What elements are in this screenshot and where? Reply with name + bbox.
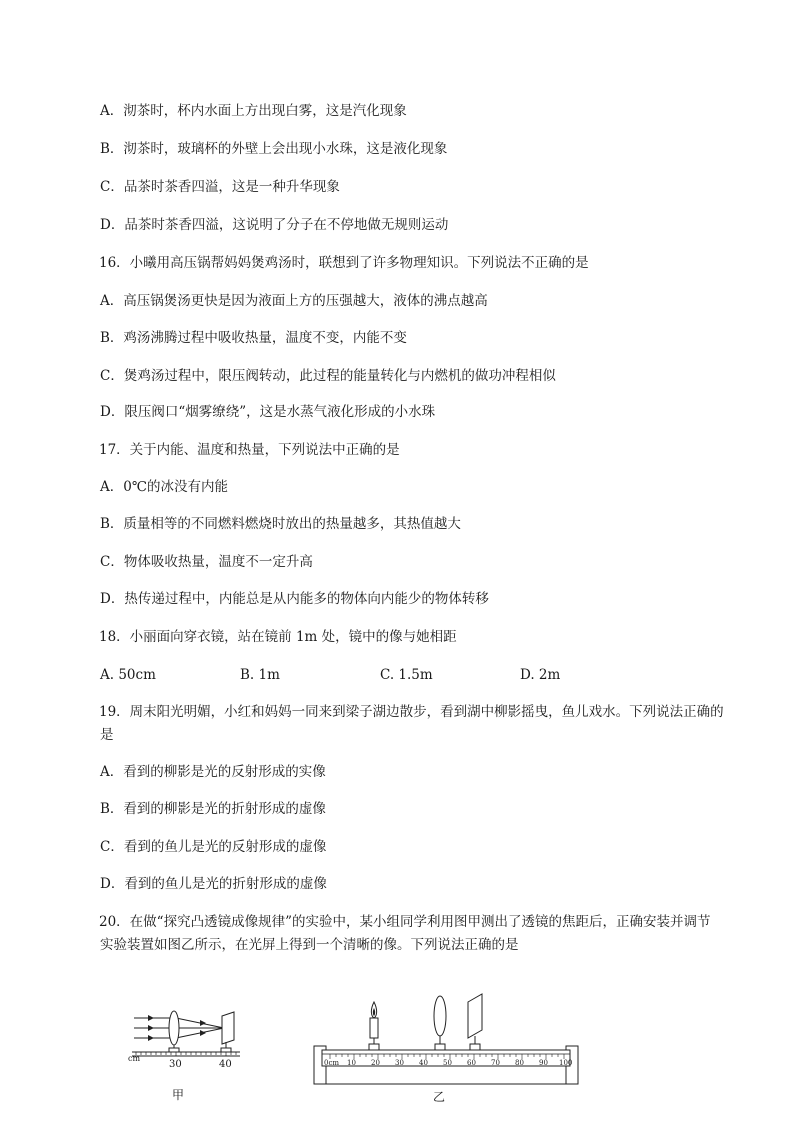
- figure-yi-tick-40: 40: [419, 1059, 428, 1067]
- q15-option-a: A．沏茶时，杯内水面上方出现白雾，这是汽化现象: [100, 103, 407, 119]
- q19-option-c: C．看到的鱼儿是光的反射形成的虚像: [100, 839, 327, 855]
- q19-option-d: D．看到的鱼儿是光的折射形成的虚像: [100, 876, 327, 892]
- q19-option-b: B．看到的柳影是光的折射形成的虚像: [100, 801, 326, 817]
- q18-option-b: B. 1m: [240, 667, 280, 683]
- figure-jia-unit: cm: [128, 1054, 141, 1063]
- figure-jia-tick-30: 30: [169, 1059, 182, 1070]
- q15-option-c: C．品茶时茶香四溢，这是一种升华现象: [100, 179, 340, 195]
- figure-jia-focal-length: [128, 1000, 244, 1062]
- q15-option-d: D．品茶时茶香四溢，这说明了分子在不停地做无规则运动: [100, 217, 449, 233]
- figure-jia-label: 甲: [172, 1088, 185, 1102]
- figure-yi-unit: 0cm: [324, 1059, 340, 1067]
- figure-yi-optical-bench: [312, 990, 580, 1086]
- q17-option-a: A．0℃的冰没有内能: [100, 479, 228, 495]
- q16-option-c: C．煲鸡汤过程中，限压阀转动，此过程的能量转化与内燃机的做功冲程相似: [100, 368, 556, 384]
- q20-stem-line1: 20．在做“探究凸透镜成像规律”的实验中，某小组同学利用图甲测出了透镜的焦距后，正确安装并调节: [99, 914, 711, 930]
- q18-option-a: A. 50cm: [100, 667, 156, 683]
- q17-option-b: B．质量相等的不同燃料燃烧时放出的热量越多，其热值越大: [100, 516, 461, 532]
- q20-stem-line2: 实验装置如图乙所示，在光屏上得到一个清晰的像。下列说法正确的是: [100, 937, 519, 953]
- q16-option-a: A．高压锅煲汤更快是因为液面上方的压强越大，液体的沸点越高: [100, 293, 488, 309]
- q19-option-a: A．看到的柳影是光的反射形成的实像: [100, 764, 326, 780]
- q17-option-d: D．热传递过程中，内能总是从内能多的物体向内能少的物体转移: [100, 591, 489, 607]
- figure-jia-tick-40: 40: [219, 1059, 232, 1070]
- q19-stem-line2: 是: [100, 727, 114, 743]
- figure-yi-tick-60: 60: [467, 1059, 476, 1067]
- figure-yi-tick-90: 90: [539, 1059, 548, 1067]
- q18-stem: 18．小丽面向穿衣镜，站在镜前 1m 处，镜中的像与她相距: [99, 629, 457, 645]
- q16-option-d: D．限压阀口“烟雾缭绕”，这是水蒸气液化形成的小水珠: [100, 404, 436, 420]
- figure-yi-tick-50: 50: [443, 1059, 452, 1067]
- figure-yi-tick-30: 30: [395, 1059, 404, 1067]
- q16-option-b: B．鸡汤沸腾过程中吸收热量，温度不变，内能不变: [100, 330, 407, 346]
- figure-yi-tick-100: 100: [559, 1059, 573, 1067]
- figure-yi-tick-80: 80: [515, 1059, 524, 1067]
- q15-option-b: B．沏茶时，玻璃杯的外壁上会出现小水珠，这是液化现象: [100, 141, 448, 157]
- q18-option-c: C. 1.5m: [380, 667, 433, 683]
- figure-yi-tick-10: 10: [347, 1059, 356, 1067]
- figure-yi-label: 乙: [433, 1090, 446, 1104]
- q18-option-d: D. 2m: [520, 667, 561, 683]
- q17-option-c: C．物体吸收热量，温度不一定升高: [100, 554, 313, 570]
- figure-yi-tick-20: 20: [371, 1059, 380, 1067]
- figure-yi-tick-70: 70: [491, 1059, 500, 1067]
- q16-stem: 16．小曦用高压锅帮妈妈煲鸡汤时，联想到了许多物理知识。下列说法不正确的是: [99, 255, 589, 271]
- q19-stem-line1: 19．周末阳光明媚，小红和妈妈一同来到梁子湖边散步，看到湖中柳影摇曳，鱼儿戏水。下列说法正确的: [99, 704, 724, 720]
- q17-stem: 17．关于内能、温度和热量，下列说法中正确的是: [99, 442, 400, 458]
